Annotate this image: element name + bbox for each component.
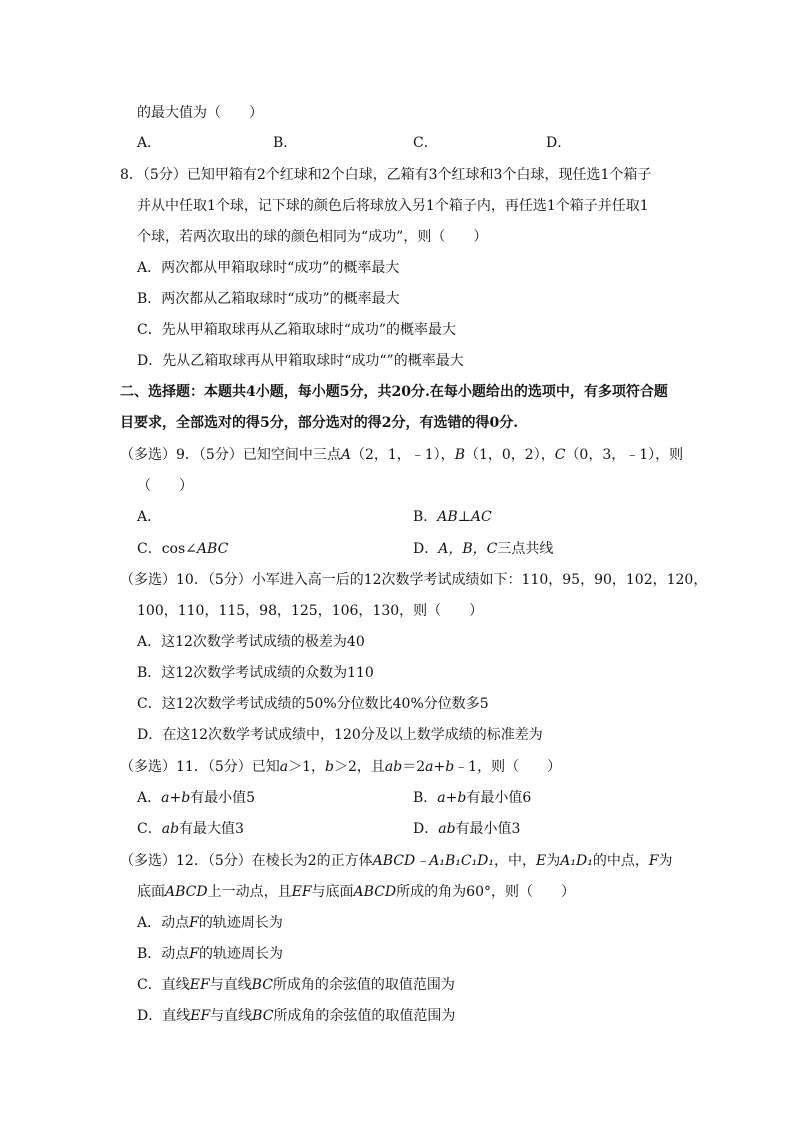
q8-option-d: D．先从乙箱取球再从甲箱取球时“成功“”的概率最大: [137, 353, 464, 369]
section2-heading-line2: 目要求，全部选对的得5分，部分选对的得2分，有选错的得0分.: [120, 415, 519, 431]
q9-coord-c: （0，3，﹣1），则: [565, 447, 684, 463]
q12-option-a-f: F: [189, 915, 199, 931]
q9-option-d-label: D．: [413, 541, 439, 557]
q7-option-d: D．: [546, 135, 572, 151]
q11-option-c-tail: 有最大值3: [179, 821, 244, 837]
q7-stem-tail: 的最大值为（ ）: [137, 105, 263, 121]
q11-option-c-label: C．: [137, 821, 162, 837]
q12-option-b-label: B．动点: [137, 946, 190, 962]
q12-option-d-label: D．直线: [137, 1008, 191, 1024]
q9-option-b: [413, 507, 492, 527]
q11-option-a: [137, 788, 255, 808]
q9-option-b-label: B．: [413, 509, 438, 525]
q12-option-a-tail: 的轨迹周长为: [198, 915, 283, 931]
q11-expr: a+b: [425, 759, 455, 775]
q9-prefix: （多选）9．（5分）已知空间中三点: [120, 447, 341, 463]
q11-option-b: [413, 788, 531, 808]
q12-option-a: [137, 913, 283, 933]
q10-option-c: C．这12次数学考试成绩的50%分位数比40%分位数多5: [137, 696, 489, 712]
q10-option-d: D．在这12次数学考试成绩中，120分及以上数学成绩的标准差为: [137, 727, 543, 743]
q11-var-b: b: [325, 759, 334, 775]
q9-coord-b: （1，0，2），: [464, 447, 555, 463]
q11-prefix: （多选）11．（5分）已知: [120, 759, 280, 775]
q11-option-b-math: a+b: [437, 790, 467, 806]
q12-cube: ABCD﹣A₁B₁C₁D₁: [372, 853, 495, 869]
q12-option-b-f: F: [189, 946, 200, 962]
q11-option-b-tail: 有最小值6: [466, 790, 532, 806]
q11-cond3-tail: ＝2: [402, 759, 426, 775]
q12-option-c-ef: EF: [189, 977, 210, 993]
q8-option-a: A．两次都从甲箱取球时“成功”的概率最大: [137, 260, 400, 276]
q11-var-ab: ab: [384, 759, 403, 775]
q12-line2-mid: 上一动点，且: [207, 884, 292, 900]
q8-stem-line2: 并从中任取1个球，记下球的颜色后将球放入另1个箱子内，再任选1个箱子并任取1: [137, 198, 649, 214]
q10-option-a: A．这12次数学考试成绩的极差为40: [137, 634, 365, 650]
q12-stem-line1: [120, 851, 673, 871]
q11-option-a-tail: 有最小值5: [190, 790, 256, 806]
q8-stem-line3: 个球，若两次取出的球的颜色相同为“成功”，则（ ）: [137, 229, 488, 245]
q11-option-d: [413, 819, 520, 839]
q12-mid2: 为: [546, 853, 561, 869]
q7-option-b: B．: [273, 135, 298, 151]
q12-line2-end: 所成的角为60°，则（ ）: [396, 884, 575, 900]
q12-option-d-mid: 与直线: [210, 1008, 253, 1024]
q12-face-abcd-2: ABCD: [353, 884, 397, 900]
q12-option-d-tail: 所成角的余弦值的取值范围为: [273, 1008, 456, 1024]
q12-option-d-ef: EF: [190, 1008, 211, 1024]
q12-option-c-mid: 与直线: [209, 977, 252, 993]
q11-option-d-math: ab: [438, 821, 456, 837]
q11-option-b-label: B．: [413, 790, 438, 806]
q12-mid3: 的中点，: [592, 853, 649, 869]
q12-option-a-label: A．动点: [137, 915, 190, 931]
q9-option-c-label: C．cos∠: [137, 541, 197, 557]
q9-option-a: A．: [137, 509, 162, 525]
q11-option-a-math: a+b: [161, 790, 191, 806]
q12-prefix: （多选）12．（5分）在棱长为2的正方体: [120, 853, 373, 869]
q12-line1-end: 为: [658, 853, 673, 869]
q11-option-d-tail: 有最小值3: [455, 821, 521, 837]
q9-coord-a: （2，1，﹣1），: [350, 447, 455, 463]
q7-option-a: A．: [137, 135, 162, 151]
q11-option-c-math: ab: [161, 821, 180, 837]
q8-stem-line1: 8．（5分）已知甲箱有2个红球和2个白球，乙箱有3个红球和3个白球，现任选1个箱子: [120, 167, 652, 183]
q9-stem: [120, 445, 683, 465]
q9-option-c-math: ABC: [196, 541, 229, 557]
q12-option-b: [137, 944, 283, 964]
q11-cond1-tail: ＞1，: [288, 759, 326, 775]
q12-point-e: E: [536, 853, 547, 869]
q12-option-c-bc: BC: [251, 977, 273, 993]
section2-heading-line1: 二、选择题：本题共4小题，每小题5分，共20分.在每小题给出的选项中，有多项符合题: [120, 384, 668, 400]
q9-point-b: B: [454, 447, 465, 463]
q11-stem: [120, 757, 561, 777]
q7-option-c: C．: [413, 135, 438, 151]
q11-option-d-label: D．: [413, 821, 439, 837]
q12-option-c-label: C．直线: [137, 977, 190, 993]
q12-segment-ef: EF: [291, 884, 312, 900]
q12-option-c-tail: 所成角的余弦值的取值范围为: [272, 977, 455, 993]
q9-option-b-math: AB⊥AC: [437, 509, 492, 525]
q12-option-c: [137, 975, 455, 995]
q12-option-d-bc: BC: [252, 1008, 274, 1024]
q10-option-b: B．这12次数学考试成绩的众数为110: [137, 665, 374, 681]
q11-cond2-tail: ＞2，且: [333, 759, 385, 775]
q12-mid: ，中，: [494, 853, 537, 869]
q9-option-d-math: A，B，C: [438, 541, 498, 557]
q9-point-c: C: [554, 447, 566, 463]
q11-var-a: a: [279, 759, 289, 775]
q10-stem-line2: 100，110，115，98，125，106，130，则（ ）: [137, 603, 484, 619]
q12-edge-a1d1: A₁D₁: [560, 853, 593, 869]
q12-option-b-tail: 的轨迹周长为: [199, 946, 284, 962]
q11-cond4-tail: ﹣1，则（ ）: [454, 759, 562, 775]
q12-line2-mid2: 与底面: [311, 884, 354, 900]
q10-stem-line1: （多选）10．（5分）小军进入高一后的12次数学考试成绩如下：110，95，90，102，120，: [120, 572, 708, 588]
q8-option-c: C．先从甲箱取球再从乙箱取球时“成功”的概率最大: [137, 322, 457, 338]
q12-stem-line2: [137, 882, 575, 902]
q11-option-c: [137, 819, 244, 839]
q9-option-d: [413, 539, 553, 559]
q8-option-b: B．两次都从乙箱取球时“成功”的概率最大: [137, 291, 400, 307]
q12-face-abcd: ABCD: [165, 884, 208, 900]
q9-option-c: [137, 539, 228, 559]
q12-point-f: F: [648, 853, 659, 869]
q12-line2-prefix: 底面: [137, 884, 165, 900]
q11-option-a-label: A．: [137, 790, 162, 806]
q9-point-a: A: [340, 447, 351, 463]
q9-option-d-tail: 三点共线: [497, 541, 554, 557]
q9-answer-paren: （ ）: [137, 478, 193, 494]
q12-option-d: [137, 1006, 455, 1026]
